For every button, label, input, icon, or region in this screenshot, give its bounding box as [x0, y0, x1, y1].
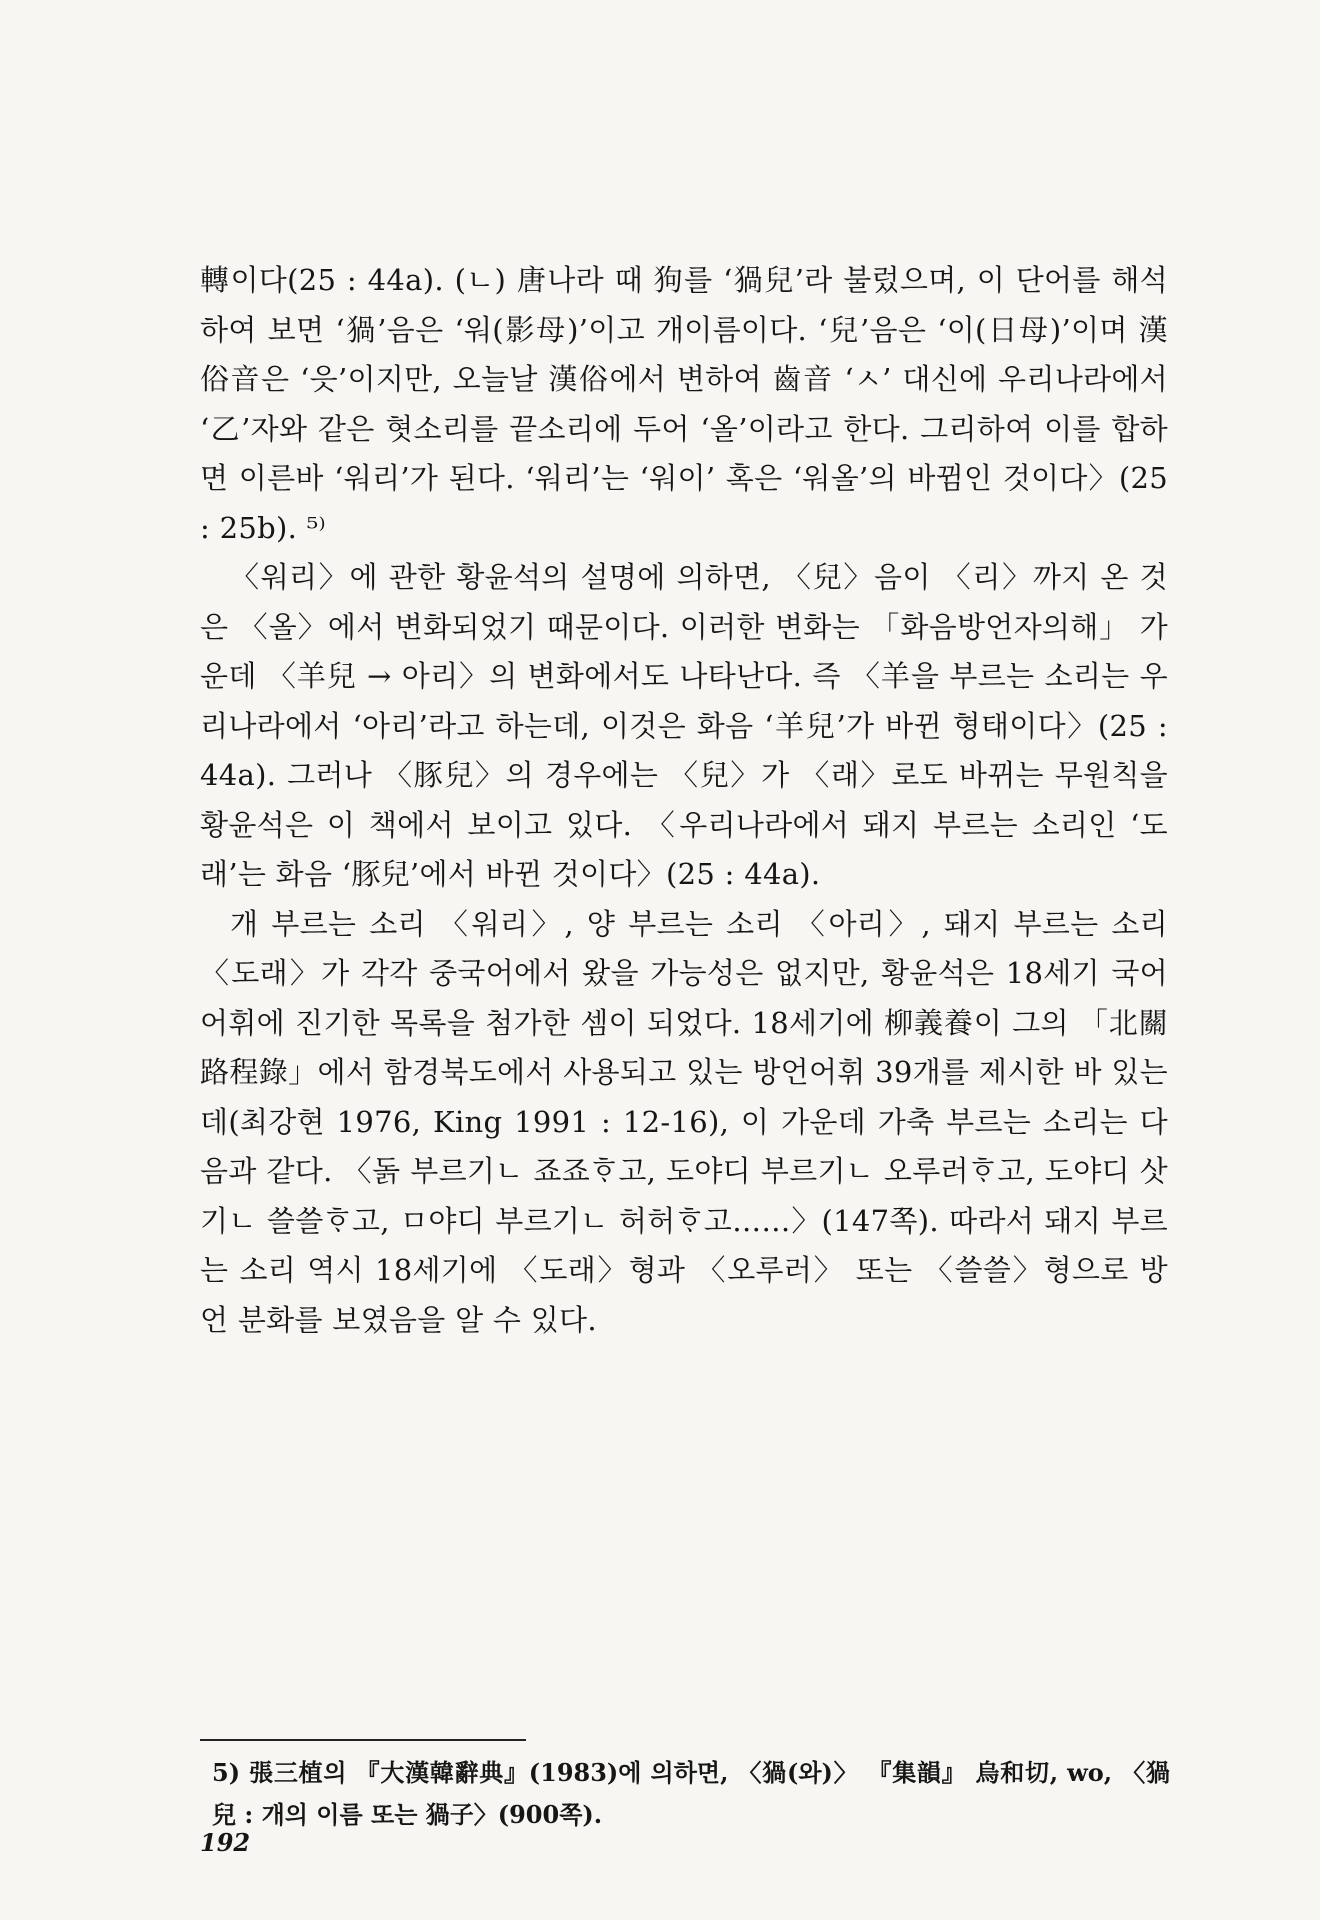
- body-text: [200, 256, 1168, 1345]
- paragraph-2: 〈워리〉에 관한 황윤석의 설명에 의하면, 〈兒〉음이 〈리〉까지 온 것은 〈올〉에서 변화되었기 때문이다. 이러한 변화는 「화음방언자의해」 가운데 〈羊兒 → 아리〉의 변화에서도 나타난다. 즉 〈羊을 부르는 소리는 우리나라에서 ‘아리’라고 하는데, 이것은 화음 ‘羊兒’가 바뀐 형태이다〉(25 : 44a). 그러나 〈豚兒〉의 경우에는 〈兒〉가 〈래〉로도 바뀌는 무원칙을 황윤석은 이 책에서 보이고 있다. 〈우리나라에서 돼지 부르는 소리인 ‘도래’는 화음 ‘豚兒’에서 바뀐 것이다〉(25 : 44a).: [200, 560, 1168, 891]
- footnote: 5) 張三植의 『大漢韓辭典』(1983)에 의하면, 〈猧(와)〉 『集韻』 烏和切, wo, 〈猧兒 : 개의 이름 또는 猧子〉(900쪽).: [212, 1758, 1170, 1829]
- page-number: 192: [200, 1828, 251, 1857]
- paragraph-1: 轉이다(25 : 44a). (ㄴ) 唐나라 때 狗를 ‘猧兒’라 불렀으며, 이 단어를 해석하여 보면 ‘猧’음은 ‘워(影母)’이고 개이름이다. ‘兒’음은 ‘이(日母)’이며 漢俗音은 ‘읏’이지만, 오늘날 漢俗에서 변하여 齒音 ‘ㅅ’ 대신에 우리나라에서 ‘乙’자와 같은 혓소리를 끝소리에 두어 ‘올’이라고 한다. 그리하여 이를 합하면 이른바 ‘워리’가 된다. ‘워리’는 ‘워이’ 혹은 ‘워올’의 바뀜인 것이다〉(25 : 25b). ⁵⁾: [200, 263, 1168, 545]
- paragraph-3: 개 부르는 소리 〈워리〉, 양 부르는 소리 〈아리〉, 돼지 부르는 소리 〈도래〉가 각각 중국어에서 왔을 가능성은 없지만, 황윤석은 18세기 국어 어휘에 진기한 목록을 첨가한 셈이 되었다. 18세기에 柳義養이 그의 「北關路程錄」에서 함경북도에서 사용되고 있는 방언어휘 39개를 제시한 바 있는데(최강현 1976, King 1991 : 12-16), 이 가운데 가축 부르는 소리는 다음과 같다. 〈돍 부르기ㄴ 죠죠ᄒᆞ고, 도야디 부르기ㄴ 오루러ᄒᆞ고, 도야디 삿기ㄴ 쓸쓸ᄒᆞ고, ㅁ야디 부르기ㄴ 허허ᄒᆞ고……〉(147쪽). 따라서 돼지 부르는 소리 역시 18세기에 〈도래〉형과 〈오루러〉 또는 〈쓸쓸〉형으로 방언 분화를 보였음을 알 수 있다.: [200, 906, 1168, 1337]
- footnote-divider: [200, 1739, 526, 1741]
